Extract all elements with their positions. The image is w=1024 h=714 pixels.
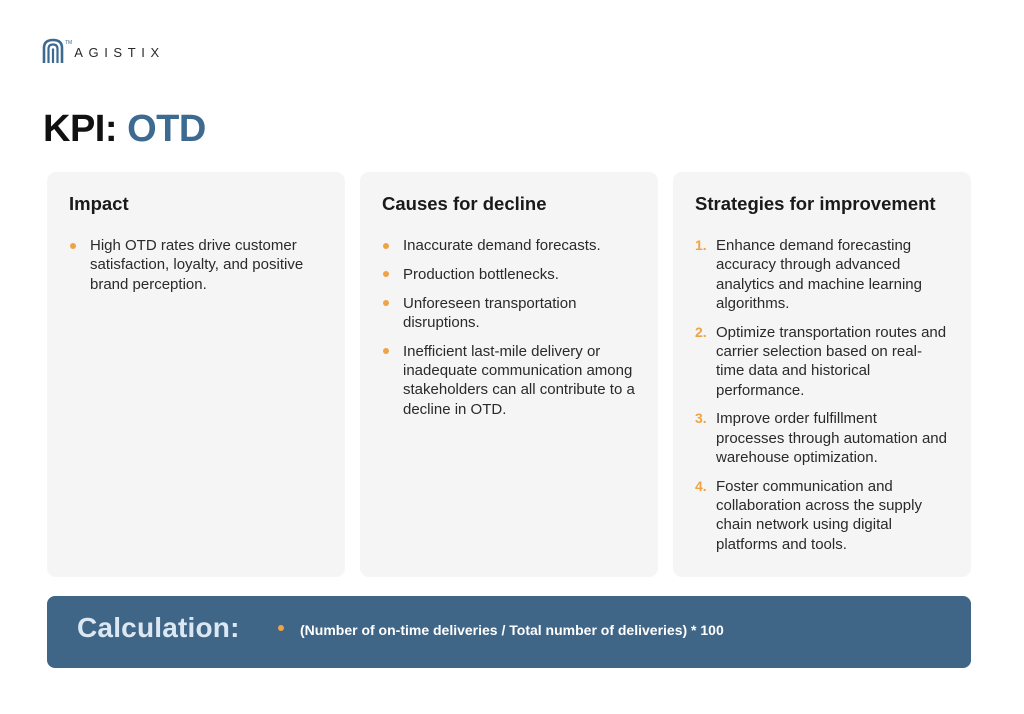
item-number: 2. bbox=[695, 323, 707, 340]
list-item bbox=[695, 323, 949, 400]
list-item bbox=[695, 236, 949, 313]
brand-wordmark: AGISTIX bbox=[74, 45, 165, 60]
calculation-bar bbox=[47, 596, 971, 668]
item-number: 4. bbox=[695, 477, 707, 494]
causes-heading: Causes for decline bbox=[382, 193, 547, 214]
impact-card bbox=[47, 172, 345, 577]
item-number: 3. bbox=[695, 410, 707, 427]
item-text: Enhance demand forecasting accuracy through advanced analytics and machine learning algorithms. bbox=[716, 237, 922, 312]
item-number: 1. bbox=[695, 237, 707, 253]
list-item: High OTD rates drive customer satisfaction, loyalty, and positive brand perception. bbox=[69, 236, 323, 294]
calculation-formula: (Number of on-time deliveries / Total number of deliveries) * 100 bbox=[300, 622, 724, 638]
page-title bbox=[43, 108, 206, 151]
brand-logo bbox=[42, 38, 165, 64]
causes-list bbox=[382, 236, 636, 419]
item-text: Foster communication and collaboration across the supply chain network using digital platforms and tools. bbox=[716, 477, 922, 553]
agistix-logo-icon bbox=[42, 38, 64, 64]
calculation-label: Calculation: bbox=[77, 612, 240, 643]
bullet-icon bbox=[278, 625, 284, 631]
causes-card bbox=[360, 172, 658, 577]
strategies-card bbox=[673, 172, 971, 577]
item-text: Improve order fulfillment processes through automation and warehouse optimization. bbox=[716, 410, 947, 466]
impact-heading: Impact bbox=[69, 193, 129, 214]
title-accent: OTD bbox=[127, 108, 206, 150]
item-text: Optimize transportation routes and carrier selection based on real-time data and historical performance. bbox=[716, 323, 947, 399]
trademark-symbol: TM bbox=[65, 40, 73, 46]
list-item: Inefficient last-mile delivery or inadequate communication among stakeholders can all contribute to a decline in OTD. bbox=[382, 342, 636, 419]
list-item: Production bottlenecks. bbox=[382, 265, 636, 284]
list-item: Inaccurate demand forecasts. bbox=[382, 236, 636, 255]
list-item bbox=[695, 477, 949, 554]
list-item: Unforeseen transportation disruptions. bbox=[382, 294, 636, 333]
strategies-list bbox=[695, 236, 949, 554]
impact-list bbox=[69, 236, 323, 294]
strategies-heading: Strategies for improvement bbox=[695, 193, 936, 214]
list-item bbox=[695, 409, 949, 467]
title-prefix: KPI: bbox=[43, 108, 117, 150]
